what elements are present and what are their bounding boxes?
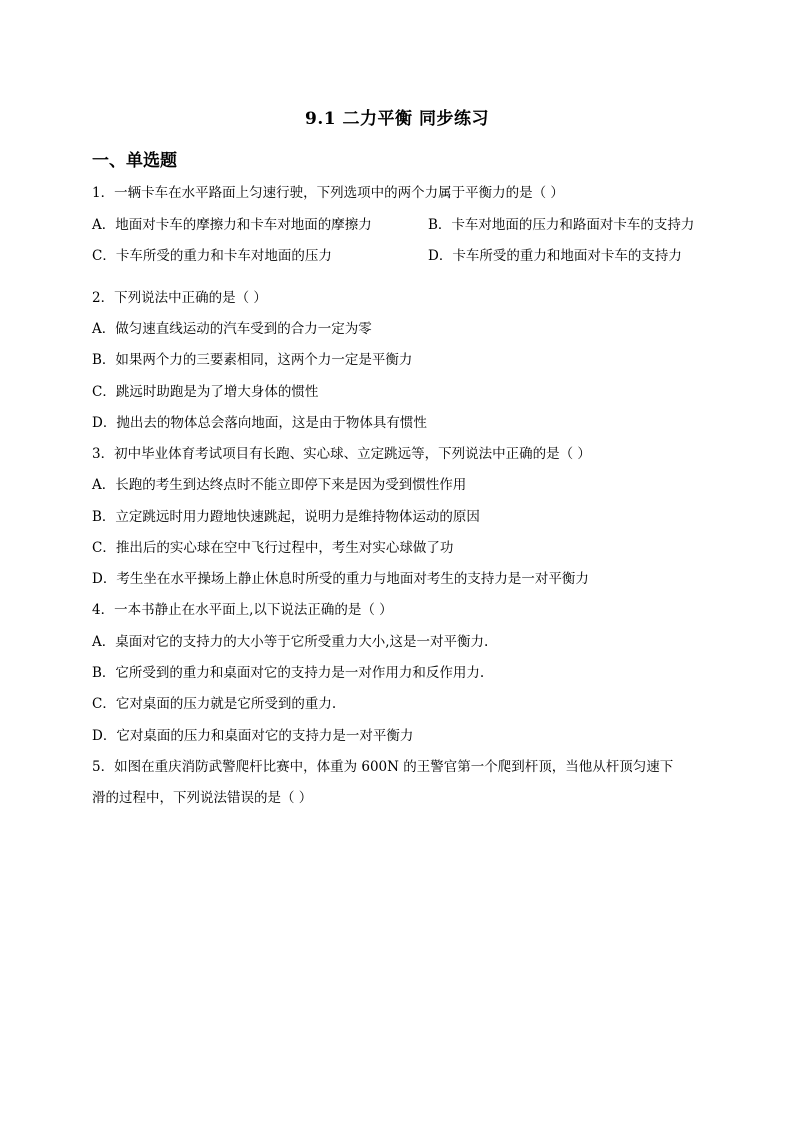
question-2-stem: 2．下列说法中正确的是（ ） (92, 290, 267, 306)
question-2-option-d: D．抛出去的物体总会落向地面，这是由于物体具有惯性 (92, 415, 427, 431)
question-3-option-b: B．立定跳远时用力蹬地快速跳起，说明力是维持物体运动的原因 (92, 509, 480, 525)
question-4-option-a: A．桌面对它的支持力的大小等于它所受重力大小,这是一对平衡力. (92, 634, 489, 650)
question-5-stem-line-1: 5．如图在重庆消防武警爬杆比赛中，体重为 600N 的王警官第一个爬到杆顶，当他从杆顶匀速下 (92, 759, 674, 775)
section-heading: 一、单选题 (92, 151, 177, 171)
question-4-stem: 4．一本书静止在水平面上,以下说法正确的是（ ） (92, 602, 393, 618)
question-4-option-b: B．它所受到的重力和桌面对它的支持力是一对作用力和反作用力. (92, 665, 485, 681)
question-2-option-a: A．做匀速直线运动的汽车受到的合力一定为零 (92, 321, 372, 337)
question-1-option-a: A．地面对卡车的摩擦力和卡车对地面的摩擦力 (92, 217, 372, 233)
question-2-option-b: B．如果两个力的三要素相同，这两个力一定是平衡力 (92, 352, 413, 368)
question-1-stem: 1．一辆卡车在水平路面上匀速行驶，下列选项中的两个力属于平衡力的是（ ） (92, 185, 564, 201)
question-4-option-c: C．它对桌面的压力就是它所受到的重力. (92, 696, 337, 712)
question-3-option-c: C．推出后的实心球在空中飞行过程中，考生对实心球做了功 (92, 540, 454, 556)
question-3-stem: 3．初中毕业体育考试项目有长跑、实心球、立定跳远等，下列说法中正确的是（ ） (92, 446, 591, 462)
page-title: 9.1 二力平衡 同步练习 (305, 109, 489, 129)
question-1-option-c: C．卡车所受的重力和卡车对地面的压力 (92, 248, 332, 264)
question-5-stem-line-2: 滑的过程中，下列说法错误的是（ ） (92, 790, 313, 806)
question-3-option-a: A．长跑的考生到达终点时不能立即停下来是因为受到惯性作用 (92, 477, 467, 493)
question-4-option-d: D．它对桌面的压力和桌面对它的支持力是一对平衡力 (92, 728, 414, 744)
question-3-option-d: D．考生坐在水平操场上静止休息时所受的重力与地面对考生的支持力是一对平衡力 (92, 571, 589, 587)
question-1-option-b: B．卡车对地面的压力和路面对卡车的支持力 (428, 217, 695, 233)
question-2-option-c: C．跳远时助跑是为了增大身体的惯性 (92, 384, 319, 400)
question-1-option-d: D．卡车所受的重力和地面对卡车的支持力 (428, 248, 682, 264)
